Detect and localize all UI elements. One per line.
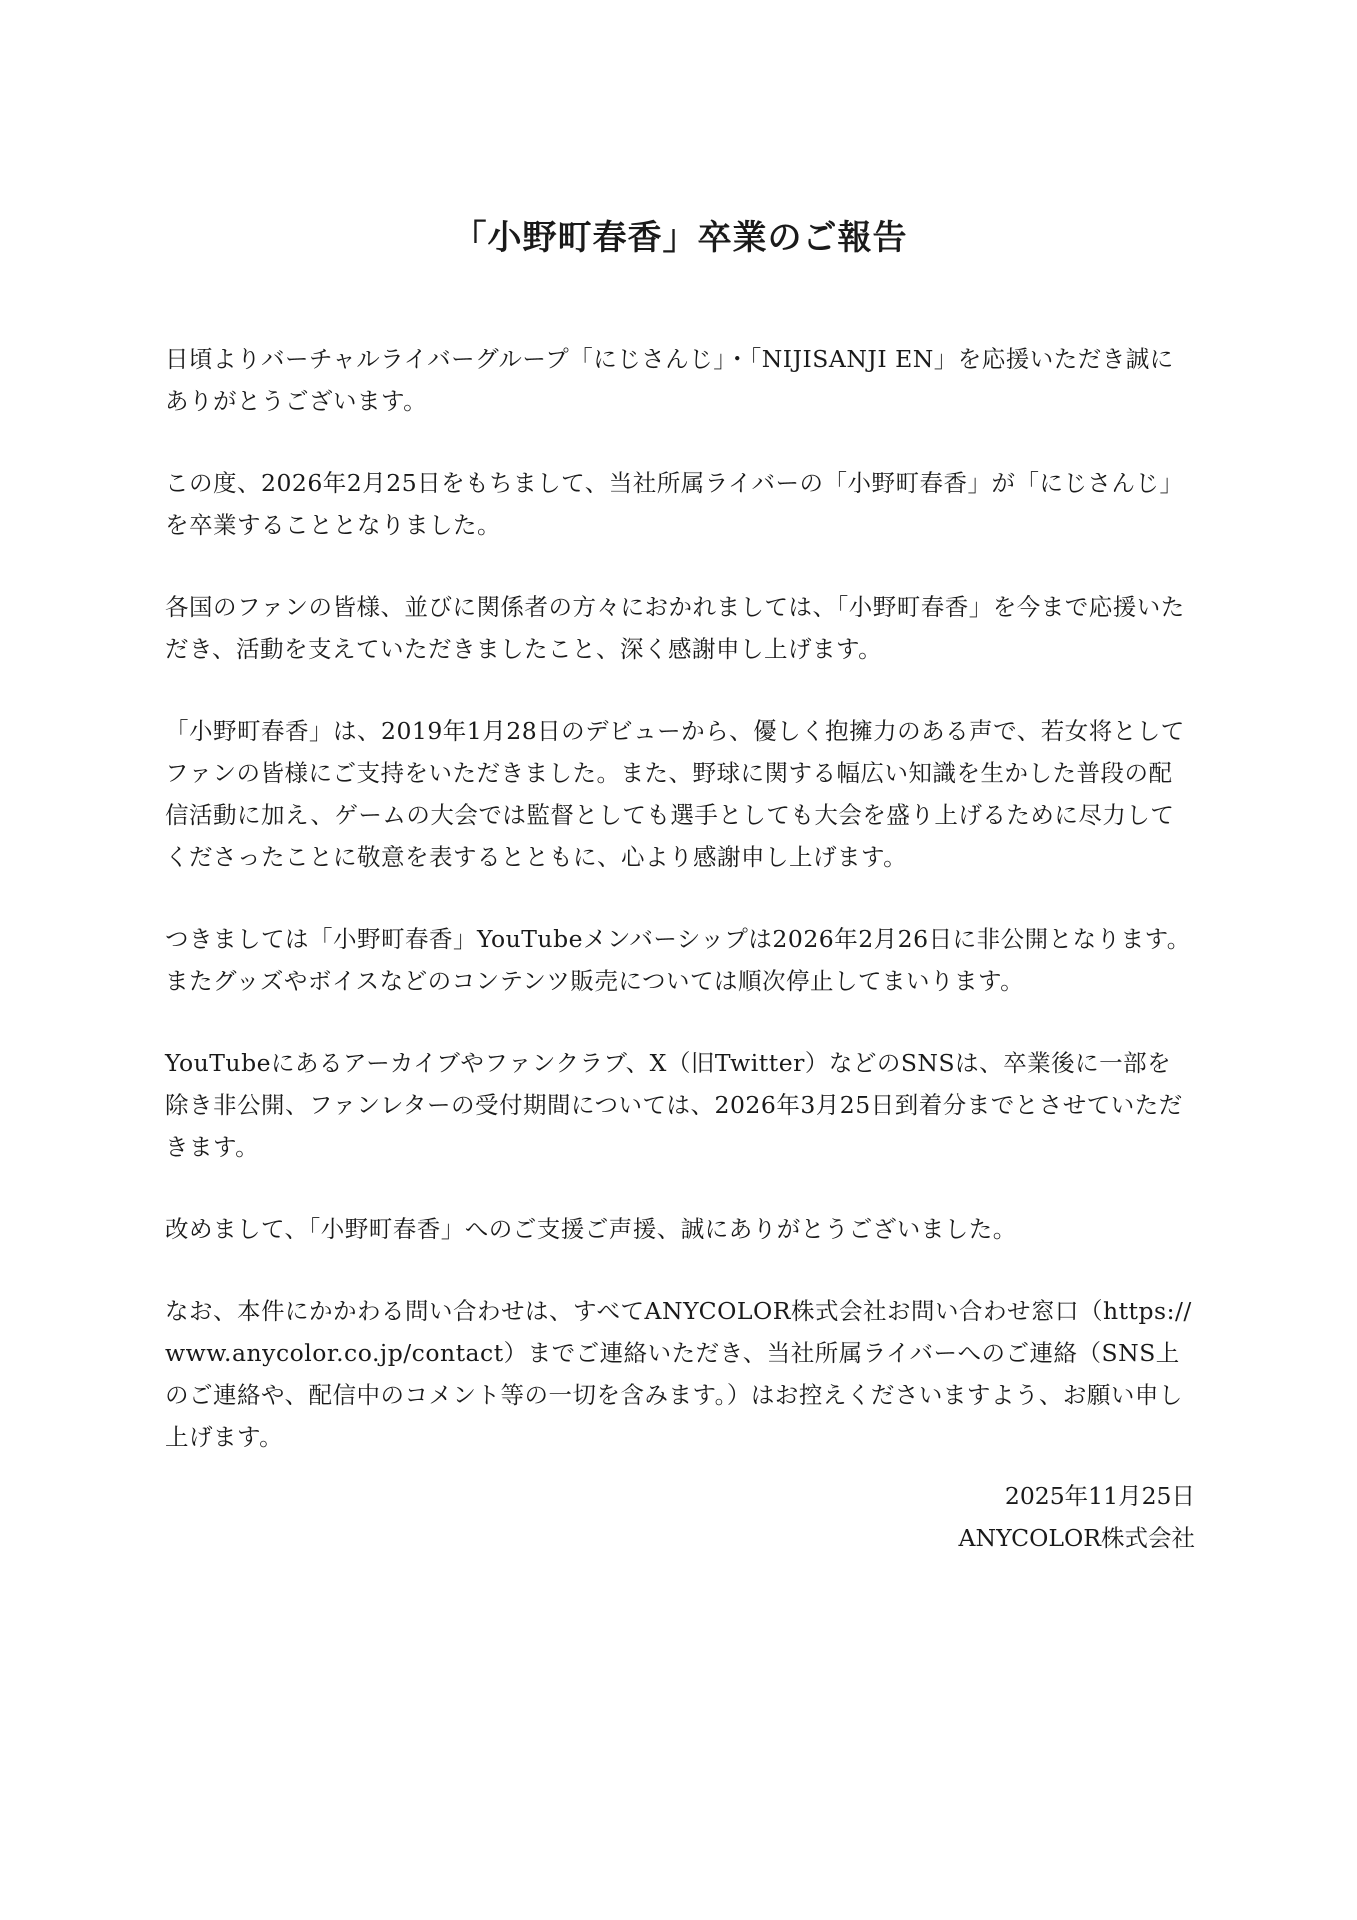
paragraph-contact: なお、本件にかかわる問い合わせは、すべてANYCOLOR株式会社お問い合わせ窓口（https://www.anycolor.co.jp/contact）までご連絡いただき、当社所属ライバーへのご連絡（SNS上のご連絡や、配信中のコメント等の一切を含みます。）はお控えくださいますよう、お願い申し上げます。 <box>165 1297 1192 1451</box>
document-date: 2025年11月25日 <box>1004 1482 1195 1510</box>
company-name: ANYCOLOR株式会社 <box>958 1524 1195 1552</box>
paragraph-career: 「小野町春香」は、2019年1月28日のデビューから、優しく抱擁力のある声で、若女将としてファンの皆様にご支持をいただきました。また、野球に関する幅広い知識を生かした普段の配信活動に加え、ゲームの大会では監督としても選手としても大会を盛り上げるために尽力してくださったことに敬意を表するとともに、心より感謝申し上げます。 <box>165 717 1185 871</box>
document-page <box>165 0 1195 1920</box>
paragraph-greeting: 日頃よりバーチャルライバーグループ「にじさんじ」・「NIJISANJI EN」を応援いただき誠にありがとうございます。 <box>165 345 1174 415</box>
document-body <box>165 338 1195 1498</box>
paragraph-closing-thanks: 改めまして、「小野町春香」へのご支援ご声援、誠にありがとうございました。 <box>165 1215 1017 1243</box>
paragraph-announcement: この度、2026年2月25日をもちまして、当社所属ライバーの「小野町春香」が「にじさんじ」を卒業することとなりました。 <box>165 469 1184 539</box>
paragraph-thanks-fans: 各国のファンの皆様、並びに関係者の方々におかれましては、「小野町春香」を今まで応援いただき、活動を支えていただきましたこと、深く感謝申し上げます。 <box>165 593 1185 663</box>
document-title: 「小野町春香」卒業のご報告 <box>452 218 908 258</box>
signature-block <box>959 1475 1195 1559</box>
paragraph-archives: YouTubeにあるアーカイブやファンクラブ、X（旧Twitter）などのSNSは、卒業後に一部を除き非公開、ファンレターの受付期間については、2026年3月25日到着分までとさせていただきます。 <box>165 1049 1183 1161</box>
paragraph-membership: つきましては「小野町春香」YouTubeメンバーシップは2026年2月26日に非公開となります。またグッズやボイスなどのコンテンツ販売については順次停止してまいります。 <box>165 925 1191 995</box>
